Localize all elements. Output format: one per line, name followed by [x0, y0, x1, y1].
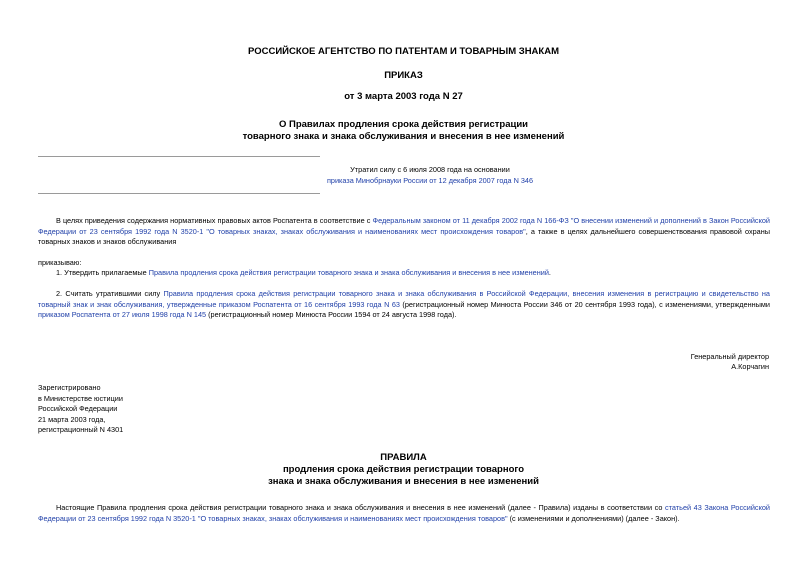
divider-bottom [38, 193, 320, 194]
preamble-text-1: В целях приведения содержания нормативных правовых актов Роспатента в соответствие с [56, 216, 373, 225]
item-2-text-2: (регистрационный номер Минюста России 346 от 20 сентября 1993 года), с изменениями, утвержденными [399, 299, 770, 309]
status-repeal-link[interactable]: приказа Минобрнауки России от 12 декабря 2007 года N 346 [326, 176, 534, 185]
registration-line-5: регистрационный N 4301 [38, 425, 124, 434]
doc-title-line1: О Правилах продления срока действия регистрации [278, 119, 528, 130]
registration-line-4: 21 марта 2003 года, [38, 414, 106, 424]
rules-subtitle-2: знака и знака обслуживания и внесения в нее изменений [268, 476, 539, 487]
order-word: приказываю: [38, 258, 82, 267]
status-note: Утратил силу с 6 июля 2008 года на основании [350, 165, 510, 174]
rules-text-1: Настоящие Правила продления срока действия регистрации товарного знака и знака обслуживания и внесения в нее изменений (далее - Правила) изданы в соответствии со [56, 503, 665, 512]
item-2 [38, 289, 770, 321]
doc-date-number: от 3 марта 2003 года N 27 [344, 91, 463, 102]
doc-type: ПРИКАЗ [384, 70, 423, 81]
agency-name: РОССИЙСКОЕ АГЕНТСТВО ПО ПАТЕНТАМ И ТОВАРНЫМ ЗНАКАМ [248, 46, 559, 57]
registration-line-3: Российской Федерации [38, 404, 118, 413]
preamble-paragraph [38, 216, 770, 248]
registration-line-1: Зарегистрировано [38, 383, 101, 392]
item-1-end: . [548, 268, 551, 277]
preamble-text-2: , а также в целях дальнейшего совершенствования правовой охраны товарных знаков и знаков обслуживания [38, 226, 771, 246]
rules-link[interactable]: Правила продления срока действия регистрации товарного знака и знака обслуживания и внесения в нее изменений [148, 268, 549, 277]
law-article-link[interactable]: статьей 43 Закона Российской Федерации от 23 сентября 1992 года N 3520-1 "О товарных знаках, знаках обслуживания и наименованиях мест происхождения товаров" [38, 503, 770, 523]
rules-paragraph [38, 503, 770, 524]
registration-line-2: в Министерстве юстиции [38, 393, 123, 403]
old-rules-link[interactable]: Правила продления срока действия регистрации товарного знака и знака обслуживания в Российской Федерации, внесения изменения в регистрацию и свидетельство на товарный знак и знак обслуживания, утвержденные приказом Роспатента от 16 сентября 1993 года N 63 [38, 289, 770, 309]
item-1-text: 1. Утвердить прилагаемые [56, 268, 149, 277]
federal-law-link[interactable]: Федеральным законом от 11 декабря 2002 года N 166-ФЗ "О внесении изменений и дополнений в Закон Российской Федерации от 23 сентября 1992 года N 3520-1 "О товарных знаках, знаках обслуживания и наименованиях мест происхождения товаров" [38, 216, 770, 236]
registration-block [38, 383, 123, 436]
signature-position: Генеральный директор [690, 352, 769, 361]
rules-subtitle-1: продления срока действия регистрации товарного [282, 464, 525, 475]
amendment-order-link[interactable]: приказом Роспатента от 27 июля 1998 года N 145 [38, 310, 207, 319]
rules-title: ПРАВИЛА [380, 452, 427, 463]
divider-top [38, 156, 320, 157]
item-1 [38, 268, 770, 279]
rules-text-2: (с изменениями и дополнениями) (далее - Закон). [507, 513, 680, 523]
item-2-text-1: 2. Считать утратившими силу [56, 289, 164, 298]
doc-title-line2: товарного знака и знака обслуживания и внесения в нее изменений [242, 131, 565, 142]
item-2-text-3: (регистрационный номер Минюста России 1594 от 24 августа 1998 года). [206, 310, 457, 319]
signature-name: А.Корчагин [731, 362, 769, 371]
